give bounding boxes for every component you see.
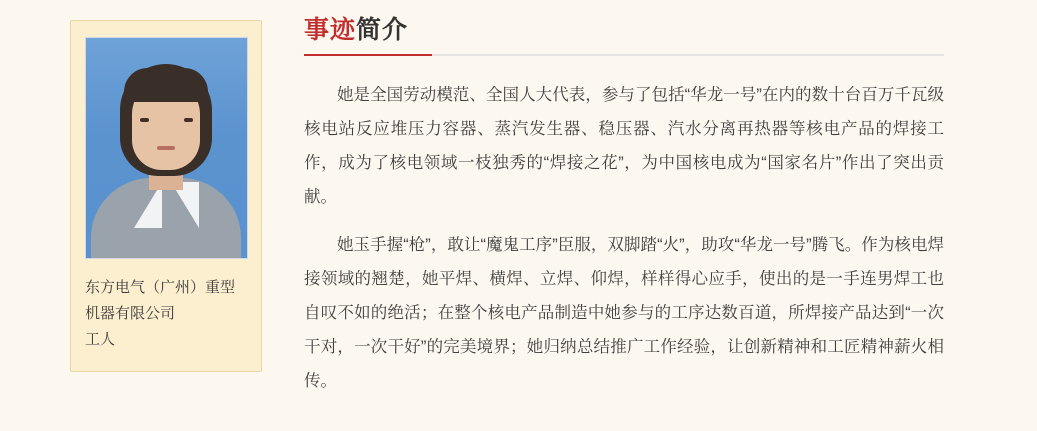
portrait-fringe (124, 68, 208, 102)
content-column (304, 10, 944, 398)
profile-org: 东方电气（广州）重型机器有限公司 (85, 279, 236, 322)
profile-role: 工人 (85, 331, 116, 348)
portrait-mouth (157, 146, 175, 150)
paragraph-1: 她是全国劳动模范、全国人大代表，参与了包括“华龙一号”在内的数十台百万千瓦级核电站反应堆压力容器、蒸汽发生器、稳压器、汽水分离再热器等核电产品的焊接工作，成为了核电领域一枝独秀的“焊接之花”，为中国核电成为“国家名片”作出了突出贡献。 (304, 86, 944, 206)
section-title-accent: 事迹 (304, 16, 357, 44)
portrait-eye-right (184, 118, 193, 122)
section-title (304, 10, 944, 56)
profile-meta (85, 275, 247, 353)
paragraph-2: 她玉手握“枪”，敢让“魔鬼工序”臣服，双脚踏“火”，助攻“华龙一号”腾飞。作为核电焊接领域的翘楚，她平焊、横焊、立焊、仰焊，样样得心应手，使出的是一手连男焊工也自叹不如的绝活；在整个核电产品制造中她参与的工序达数百道，所焊接产品达到“一次干对，一次干好”的完美境界；她归纳总结推广工作经验，让创新精神和工匠精神薪火相传。 (304, 236, 944, 390)
portrait-eye-left (140, 118, 149, 122)
body-text (304, 78, 944, 398)
section-title-rest: 简介 (356, 16, 409, 44)
portrait-body (91, 178, 241, 258)
portrait-photo (85, 37, 248, 259)
profile-card (70, 20, 262, 372)
